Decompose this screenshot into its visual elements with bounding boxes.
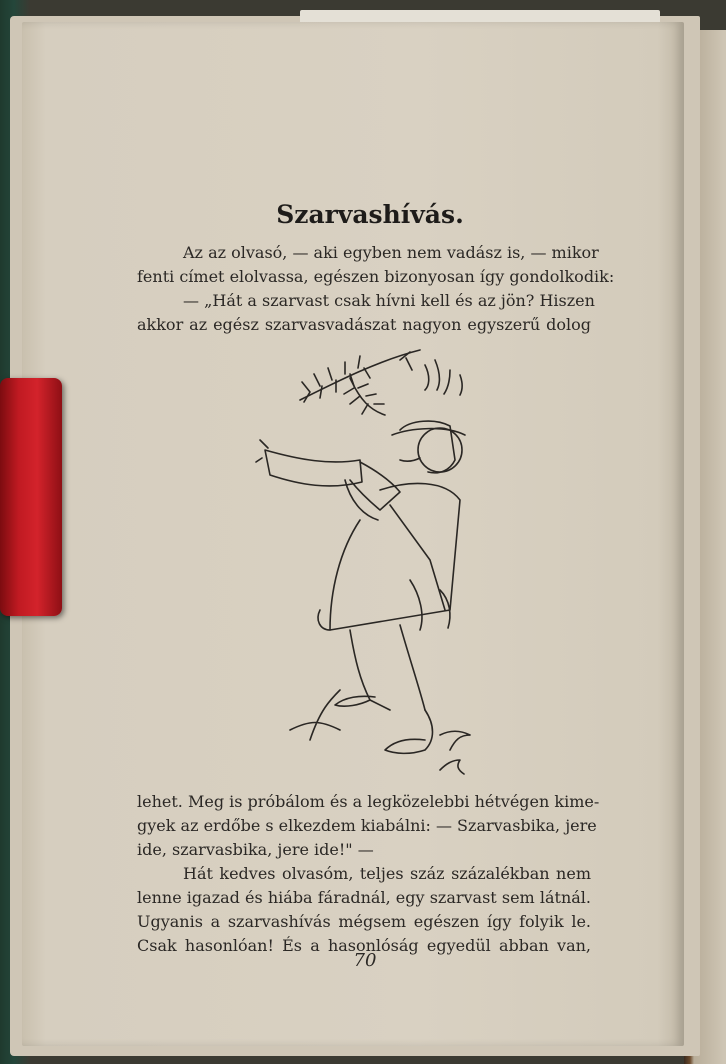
text-line: Csak hasonlóan! És a hasonlóság egyedül abban van, bbox=[137, 936, 591, 955]
text-line: lenne igazad és hiába fáradnál, egy szarvast sem látnál. bbox=[137, 888, 591, 907]
text-line: akkor az egész szarvasvadászat nagyon egyszerű dolog bbox=[137, 315, 591, 334]
text-line: Hát kedves olvasóm, teljes száz százalékban nem bbox=[183, 864, 591, 883]
text-line: ide, szarvasbika, jere ide!" — bbox=[137, 840, 374, 859]
paragraph-1 bbox=[137, 241, 615, 337]
text-line: lehet. Meg is próbálom és a legközelebbi hétvégen kime- bbox=[137, 792, 600, 811]
red-bookmark bbox=[0, 378, 62, 616]
text-line: fenti címet elolvassa, egészen bizonyosan így gondolkodik: bbox=[137, 267, 615, 286]
page-number: 70 bbox=[353, 950, 377, 971]
chapter-title: Szarvashívás. bbox=[276, 200, 464, 229]
text-line: gyek az erdőbe s elkezdem kiabálni: — Szarvasbika, jere bbox=[137, 816, 597, 835]
paragraph-2 bbox=[137, 790, 600, 958]
text-line: — „Hát a szarvast csak hívni kell és az jön? Hiszen bbox=[183, 291, 595, 310]
hunter-illustration bbox=[250, 330, 490, 790]
text-line: Az az olvasó, — aki egyben nem vadász is, — mikor bbox=[183, 243, 599, 262]
text-line: Ugyanis a szarvashívás mégsem egészen így folyik le. bbox=[137, 912, 591, 931]
